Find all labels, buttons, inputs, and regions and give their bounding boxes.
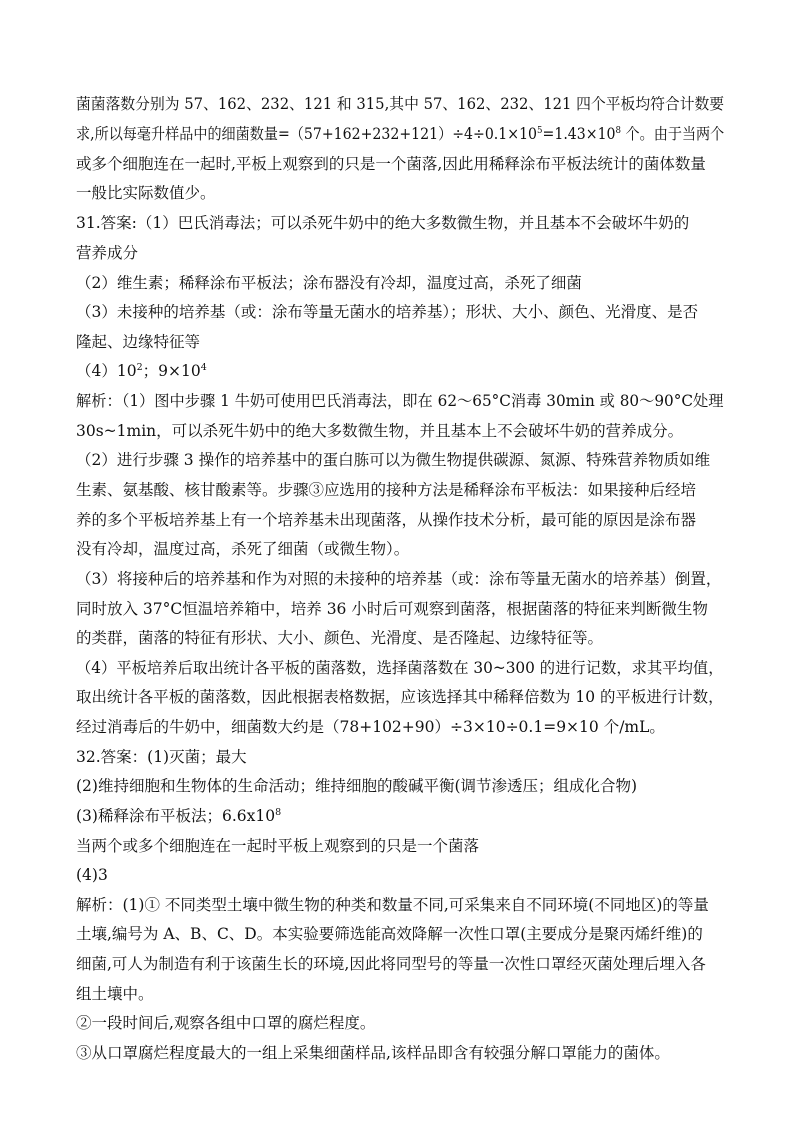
text-line: 解析：（1）图中步骤 1 牛奶可使用巴氏消毒法，即在 62～65°C消毒 30min 或 80～90°C处理 bbox=[76, 392, 724, 410]
text-line: 同时放入 37°C恒温培养箱中，培养 36 小时后可观察到菌落，根据菌落的特征来判断微生物 bbox=[76, 600, 708, 618]
text-line: （3）未接种的培养基（或：涂布等量无菌水的培养基）；形状、大小、颜色、光滑度、是否 bbox=[76, 303, 699, 321]
text-line: 取出统计各平板的菌落数，因此根据表格数据，应该选择其中稀释倍数为 10 的平板进行计数， bbox=[76, 688, 724, 706]
text-line: （2）进行步骤 3 操作的培养基中的蛋白胨可以为微生物提供碳源、氮源、特殊营养物质如维 bbox=[76, 451, 711, 469]
text-line: (2)维持细胞和生物体的生命活动；维持细胞的酸碱平衡(调节渗透压；组成化合物) bbox=[76, 777, 638, 795]
text-line: 菌菌落数分别为 57、162、232、121 和 315,其中 57、162、232、121 四个平板均符合计数要 bbox=[76, 95, 725, 113]
text-line: 营养成分 bbox=[76, 244, 139, 262]
text-line: $(4)10^2$；$9\times 10^4$ bbox=[76, 362, 207, 380]
text-line: 求,所以每毫升样品中的细菌数量$=(57+162+232+121)\div 4\div 0.1\times 10^5=1.43\times 10^8$ 个。由于当两个 bbox=[76, 125, 725, 143]
text-line: （2）维生素；稀释涂布平板法；涂布器没有冷却，温度过高，杀死了细菌 bbox=[76, 274, 582, 292]
text-line: 的类群，菌落的特征有形状、大小、颜色、光滑度、是否隆起、边缘特征等。 bbox=[76, 629, 604, 647]
text-line: 土壤,编号为 A、B、C、D。本实验要筛选能高效降解一次性口罩(主要成分是聚丙烯纤维)的 bbox=[76, 925, 703, 943]
text-line: (4)3 bbox=[76, 866, 108, 884]
text-line: 没有冷却，温度过高，杀死了细菌（或微生物）。 bbox=[76, 540, 410, 558]
text-line: 细菌,可人为制造有利于该菌生长的环境,因此将同型号的等量一次性口罩经灭菌处理后埋入各 bbox=[76, 955, 706, 973]
text-line: ③从口罩腐烂程度最大的一组上采集细菌样品,该样品即含有较强分解口罩能力的菌体。 bbox=[76, 1044, 670, 1062]
text-line: 31.答案:（1）巴氏消毒法；可以杀死牛奶中的绝大多数微生物，并且基本不会破坏牛奶的 bbox=[76, 214, 690, 232]
text-line: 经过消毒后的牛奶中，细菌数大约是（78+102+90）÷3×10÷0.1=9×10 个/mL。 bbox=[76, 718, 665, 736]
text-line: 养的多个平板培养基上有一个培养基未出现菌落，从操作技术分析，最可能的原因是涂布器 bbox=[76, 511, 697, 529]
text-line: （3）将接种后的培养基和作为对照的未接种的培养基（或：涂布等量无菌水的培养基）倒置， bbox=[76, 570, 722, 588]
text-line: （4）平板培养后取出统计各平板的菌落数，选择菌落数在 30~300 的进行记数，求其平均值， bbox=[76, 659, 724, 677]
text-line: ②一段时间后,观察各组中口罩的腐烂程度。 bbox=[76, 1014, 376, 1032]
text-line: 当两个或多个细胞连在一起时平板上观察到的只是一个菌落 bbox=[76, 837, 480, 855]
text-line: 解析：(1)① 不同类型土壤中微生物的种类和数量不同,可采集来自不同环境(不同地区)的等量 bbox=[76, 896, 709, 914]
text-line: 组土壤中。 bbox=[76, 985, 154, 1003]
text-line: 或多个细胞连在一起时,平板上观察到的只是一个菌落,因此用稀释涂布平板法统计的菌体数量 bbox=[76, 155, 706, 173]
text-line: 30s~1min，可以杀死牛奶中的绝大多数微生物，并且基本上不会破坏牛奶的营养成分。 bbox=[76, 422, 684, 440]
text-line: 一般比实际数值少。 bbox=[76, 184, 216, 202]
text-line: (3)稀释涂布平板法；$6.6x10^8$ bbox=[76, 807, 282, 825]
text-line: 隆起、边缘特征等 bbox=[76, 333, 201, 351]
text-line: 生素、氨基酸、核甘酸素等。步骤③应选用的接种方法是稀释涂布平板法：如果接种后经培 bbox=[76, 481, 697, 499]
text-line: 32.答案：(1)灭菌；最大 bbox=[76, 748, 247, 766]
